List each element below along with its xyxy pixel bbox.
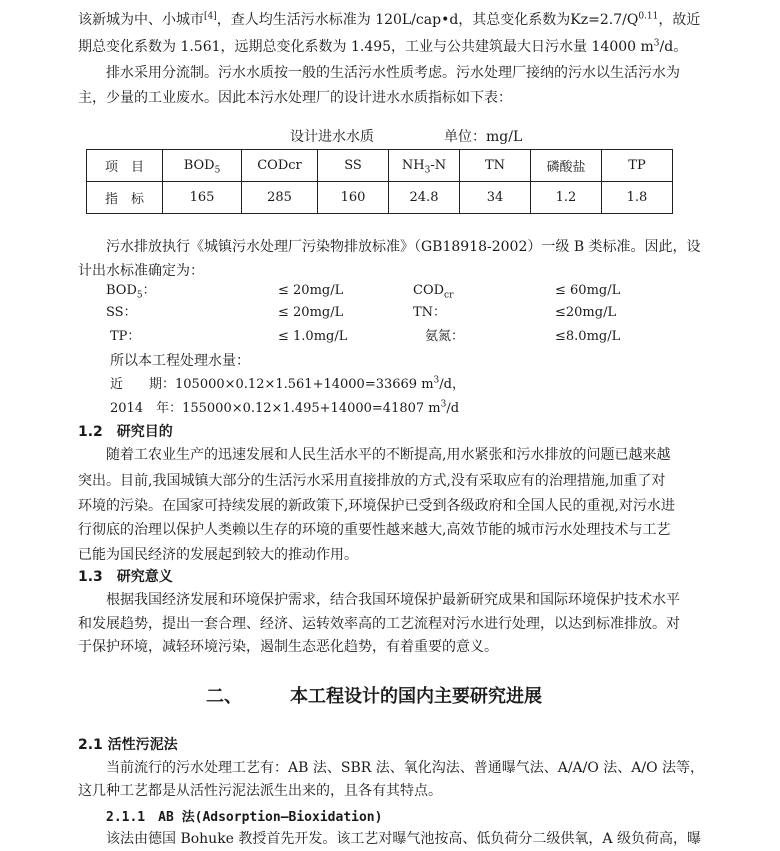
- s211-line-1: 该法由德国 Bohuke 教授首先开发。该工艺对曝气池按高、低负荷分二级供氧，A 级负荷高，曝: [106, 831, 701, 847]
- s12-line-2: 突出。目前,我国城镇大部分的生活污水采用直接排放的方式,没有采取应有的治理措施,加重了对: [78, 473, 666, 489]
- tn-label: TN：: [413, 305, 447, 320]
- discharge-line-1: 污水排放执行《城镇污水处理厂污染物排放标准》（GB18918-2002）一级 B 类标准。因此，设: [106, 239, 701, 255]
- cod-label: $COD_{cr}$: [413, 283, 454, 301]
- section-1-2-heading: 1.2 研究目的: [78, 424, 173, 440]
- value-cell: 1.2: [531, 182, 602, 214]
- value-cell: 1.8: [602, 182, 673, 214]
- bod-label: $BOD_5$：: [106, 283, 156, 301]
- s12-line-3: 环境的污染。在国家可持续发展的新政策下,环境保护已受到各级政府和全国人民的重视,对污水进: [78, 498, 675, 514]
- value-cell: 24.8: [389, 182, 460, 214]
- influent-quality-table: [86, 149, 673, 214]
- intro-line-4: 主，少量的工业废水。因此本污水处理厂的设计进水水质指标如下表：: [78, 90, 512, 106]
- section-2-1-heading: 2.1 活性污泥法: [78, 737, 178, 753]
- section-1-3-heading: 1.3 研究意义: [78, 569, 173, 585]
- table-header-row: [87, 150, 673, 182]
- bod-value: ≤ 20mg/L: [278, 283, 344, 298]
- header-cell: 磷酸盐: [531, 150, 602, 182]
- value-cell: 165: [163, 182, 242, 214]
- table-caption: 设计进水水质 单位：mg/L: [290, 129, 523, 145]
- far-term-volume: 2014 年：155000×0.12×1.495+14000=41807 $m^3/d$: [110, 399, 460, 416]
- water-volume-title: 所以本工程处理水量：: [110, 353, 250, 369]
- chapter-number: 二、: [206, 686, 242, 707]
- table-row: [87, 182, 673, 214]
- discharge-line-2: 计出水标准确定为：: [78, 263, 204, 279]
- tp-label: TP：: [110, 329, 141, 344]
- value-cell: 160: [318, 182, 389, 214]
- cod-value: ≤ 60mg/L: [555, 283, 621, 298]
- header-cell: TN: [460, 150, 531, 182]
- ammonia-value: ≤8.0mg/L: [555, 329, 621, 344]
- s12-line-4: 行彻底的治理以保护人类赖以生存的环境的重要性越来越大,高效节能的城市污水处理技术与工艺: [78, 522, 671, 538]
- chapter-title: 本工程设计的国内主要研究进展: [290, 686, 542, 707]
- s13-line-2: 和发展趋势，提出一套合理、经济、运转效率高的工艺流程对污水进行处理，以达到标准排放。对: [78, 616, 680, 632]
- s13-line-3: 于保护环境，减轻环境污染，遏制生态恶化趋势，有着重要的意义。: [78, 639, 498, 655]
- row-label-cell: 指 标: [87, 182, 163, 214]
- header-cell: $NH_3-N$: [389, 150, 460, 182]
- table-unit: 单位：mg/L: [444, 129, 523, 145]
- header-cell: 项 目: [87, 150, 163, 182]
- intro-line-1: 该新城为中、小城市[4]，查人均生活污水标准为 120L/cap•d，其总变化系数为$Kz=2.7/Q^{0.11}$，故近: [78, 11, 701, 28]
- ss-value: ≤ 20mg/L: [278, 305, 344, 320]
- ammonia-label: 氨氮：: [425, 329, 465, 344]
- value-cell: 34: [460, 182, 531, 214]
- s12-line-5: 已能为国民经济的发展起到较大的推动作用。: [78, 547, 358, 563]
- intro-line-2: 期总变化系数为 1.561，远期总变化系数为 1.495，工业与公共建筑最大日污水量 14000 $m^3/d$。: [78, 38, 688, 55]
- header-cell: SS: [318, 150, 389, 182]
- intro-line-3: 排水采用分流制。污水水质按一般的生活污水性质考虑。污水处理厂接纳的污水以生活污水为: [106, 65, 680, 81]
- header-cell: CODcr: [242, 150, 318, 182]
- section-2-1-1-heading: 2.1.1 AB 法(Adsorption—Bioxidation): [106, 810, 383, 825]
- tn-value: ≤20mg/L: [555, 305, 617, 320]
- s21-line-2: 这几种工艺都是从活性污泥法派生出来的，且各有其特点。: [78, 783, 442, 799]
- near-term-volume: 近 期：105000×0.12×1.561+14000=33669 $m^3/d$，: [110, 375, 465, 392]
- s12-line-1: 随着工农业生产的迅速发展和人民生活水平的不断提高,用水紧张和污水排放的问题已越来越: [106, 447, 671, 463]
- ss-label: SS：: [106, 305, 137, 320]
- header-cell: $BOD_5$: [163, 150, 242, 182]
- tp-value: ≤ 1.0mg/L: [278, 329, 348, 344]
- s21-line-1: 当前流行的污水处理工艺有：AB 法、SBR 法、氧化沟法、普通曝气法、A/A/O 法、A/O 法等，: [106, 760, 705, 776]
- header-cell: TP: [602, 150, 673, 182]
- value-cell: 285: [242, 182, 318, 214]
- s13-line-1: 根据我国经济发展和环境保护需求，结合我国环境保护最新研究成果和国际环境保护技术水平: [106, 592, 680, 608]
